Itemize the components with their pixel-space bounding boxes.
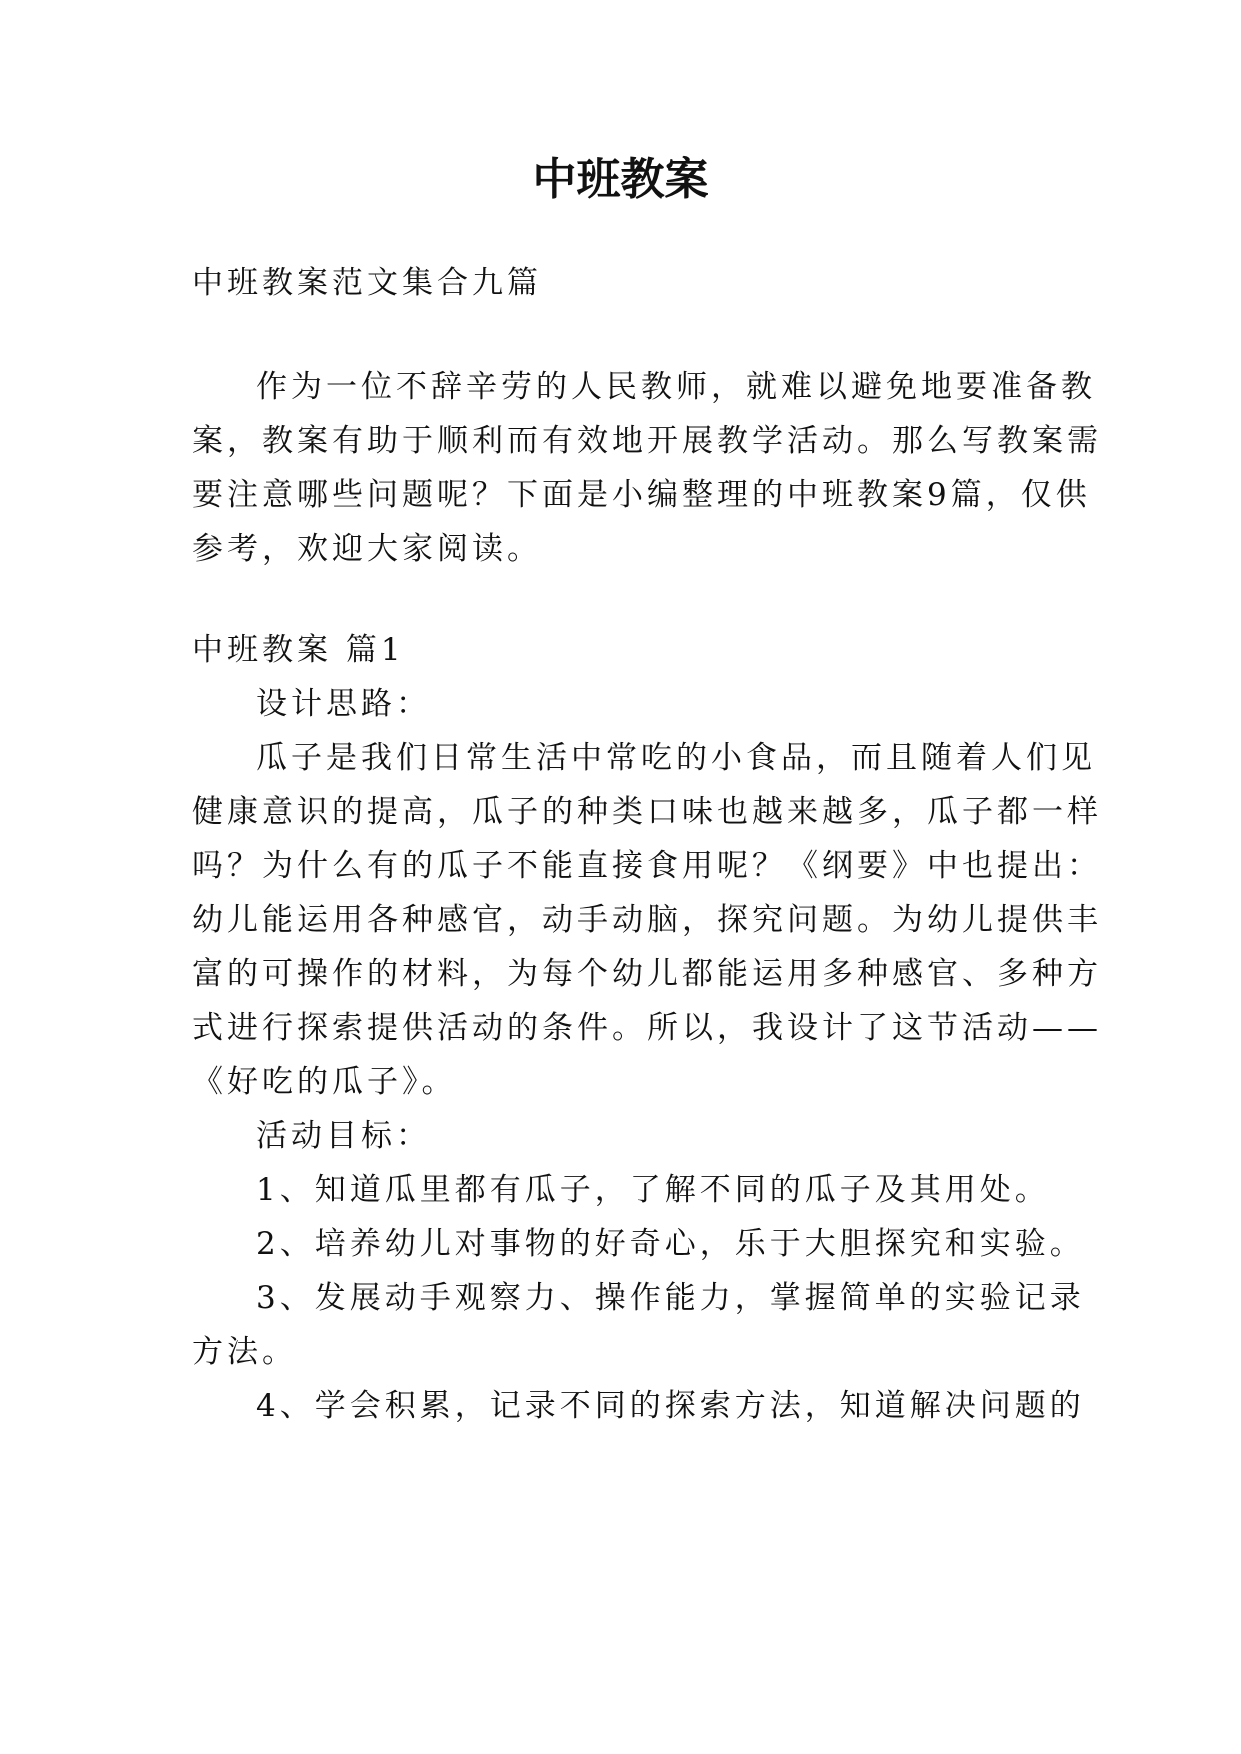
goal-line: 2、培养幼儿对事物的好奇心，乐于大胆探究和实验。 [256,1226,1085,1262]
intro-line: 案，教案有助于顺利而有效地开展教学活动。那么写教案需 [192,423,1102,459]
goals-label: 活动目标： [256,1118,431,1154]
design-line: 瓜子是我们日常生活中常吃的小食品，而且随着人们见 [256,740,1096,776]
design-line: 富的可操作的材料，为每个幼儿都能运用多种感官、多种方 [192,956,1102,992]
design-line: 幼儿能运用各种感官，动手动脑，探究问题。为幼儿提供丰 [192,902,1102,938]
document-subtitle: 中班教案范文集合九篇 [192,265,542,301]
intro-line: 要注意哪些问题呢？下面是小编整理的中班教案9篇，仅供 [192,477,1091,513]
design-line: 式进行探索提供活动的条件。所以，我设计了这节活动—— [192,1010,1102,1046]
design-line: 健康意识的提高，瓜子的种类口味也越来越多，瓜子都一样 [192,794,1102,830]
design-label: 设计思路： [256,686,431,722]
design-line: 《好吃的瓜子》。 [192,1064,457,1100]
goal-line: 3、发展动手观察力、操作能力，掌握简单的实验记录 [256,1280,1085,1316]
design-line: 吗？为什么有的瓜子不能直接食用呢？《纲要》中也提出： [192,848,1102,884]
goal-line: 4、学会积累，记录不同的探索方法，知道解决问题的 [256,1388,1085,1424]
document-title: 中班教案 [532,154,709,205]
section-heading: 中班教案 篇1 [192,632,405,668]
goal-line: 方法。 [192,1334,297,1370]
intro-line: 作为一位不辞辛劳的人民教师，就难以避免地要准备教 [256,369,1096,405]
intro-line: 参考，欢迎大家阅读。 [192,531,542,567]
goal-line: 1、知道瓜里都有瓜子，了解不同的瓜子及其用处。 [256,1172,1050,1208]
